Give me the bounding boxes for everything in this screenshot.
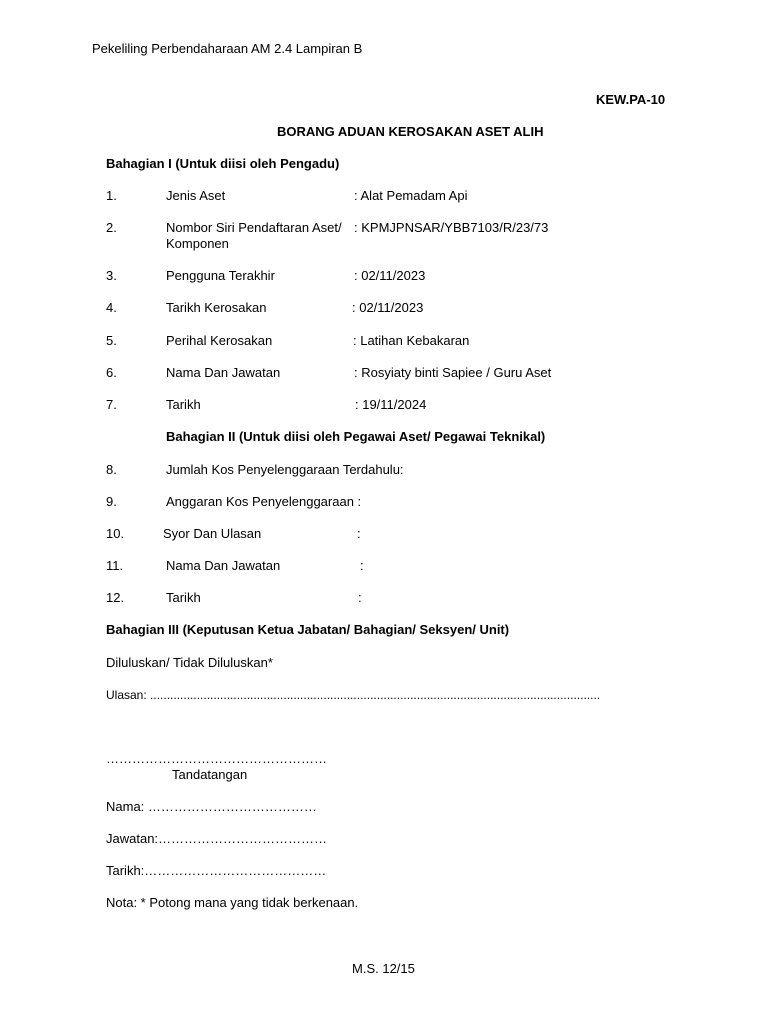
item-number: 3. bbox=[106, 268, 117, 283]
item-number: 12. bbox=[106, 590, 125, 605]
item-number: 11. bbox=[106, 558, 124, 573]
item-label: Perihal Kerosakan bbox=[166, 333, 273, 348]
note: Nota: * Potong mana yang tidak berkenaan. bbox=[106, 895, 359, 910]
item-number: 5. bbox=[106, 333, 117, 348]
item-number: 10. bbox=[106, 526, 125, 541]
item-number: 1. bbox=[106, 188, 117, 203]
date-field: Tarikh:…………………………………… bbox=[106, 863, 327, 878]
item-value: : Rosyiaty binti Sapiee / Guru Aset bbox=[354, 365, 552, 380]
item-value: : 02/11/2023 bbox=[354, 268, 426, 283]
item-value: : Alat Pemadam Api bbox=[354, 188, 468, 203]
item-value: : Latihan Kebakaran bbox=[353, 333, 470, 348]
item-label: Jenis Aset bbox=[166, 188, 226, 203]
approval-choice: Diluluskan/ Tidak Diluluskan* bbox=[106, 655, 273, 670]
item-label: Nombor Siri Pendaftaran Aset/ bbox=[166, 220, 342, 235]
name-field: Nama: ………………………………… bbox=[106, 799, 317, 814]
item-label-line2: Komponen bbox=[166, 236, 229, 251]
item-value: : 19/11/2024 bbox=[355, 397, 427, 412]
section2-heading: Bahagian II (Untuk diisi oleh Pegawai Aset/ Pegawai Teknikal) bbox=[166, 429, 546, 444]
signature-label: Tandatangan bbox=[172, 767, 248, 782]
item-label: Nama Dan Jawatan bbox=[166, 558, 281, 573]
form-title: BORANG ADUAN KEROSAKAN ASET ALIH bbox=[277, 124, 544, 139]
section3-heading: Bahagian III (Keputusan Ketua Jabatan/ Bahagian/ Seksyen/ Unit) bbox=[106, 622, 510, 637]
position-field: Jawatan:………………………………… bbox=[106, 831, 328, 846]
section1-heading: Bahagian I (Untuk diisi oleh Pengadu) bbox=[106, 156, 340, 171]
item-value: : 02/11/2023 bbox=[352, 300, 424, 315]
page-number: M.S. 12/15 bbox=[352, 961, 415, 976]
item-label: Nama Dan Jawatan bbox=[166, 365, 281, 380]
item-label: Syor Dan Ulasan bbox=[163, 526, 262, 541]
item-label: Tarikh bbox=[166, 590, 201, 605]
circular-reference: Pekeliling Perbendaharaan AM 2.4 Lampiran B bbox=[92, 41, 363, 56]
item-value: : bbox=[357, 526, 361, 541]
item-label: Anggaran Kos Penyelenggaraan : bbox=[166, 494, 362, 509]
item-number: 7. bbox=[106, 397, 117, 412]
remarks-line: Ulasan: ....................................................................................................................................... bbox=[106, 688, 601, 702]
signature-line: …………………………………………… bbox=[106, 751, 327, 766]
item-number: 8. bbox=[106, 462, 117, 477]
item-number: 4. bbox=[106, 300, 117, 315]
item-value: : KPMJPNSAR/YBB7103/R/23/73 bbox=[354, 220, 549, 235]
item-label: Tarikh Kerosakan bbox=[166, 300, 267, 315]
form-code: KEW.PA-10 bbox=[596, 92, 666, 107]
item-label: Pengguna Terakhir bbox=[166, 268, 275, 283]
item-value: : bbox=[360, 558, 364, 573]
item-label: Jumlah Kos Penyelenggaraan Terdahulu: bbox=[166, 462, 404, 477]
item-number: 9. bbox=[106, 494, 117, 509]
item-number: 6. bbox=[106, 365, 117, 380]
item-value: : bbox=[358, 590, 362, 605]
item-number: 2. bbox=[106, 220, 117, 235]
item-label: Tarikh bbox=[166, 397, 201, 412]
